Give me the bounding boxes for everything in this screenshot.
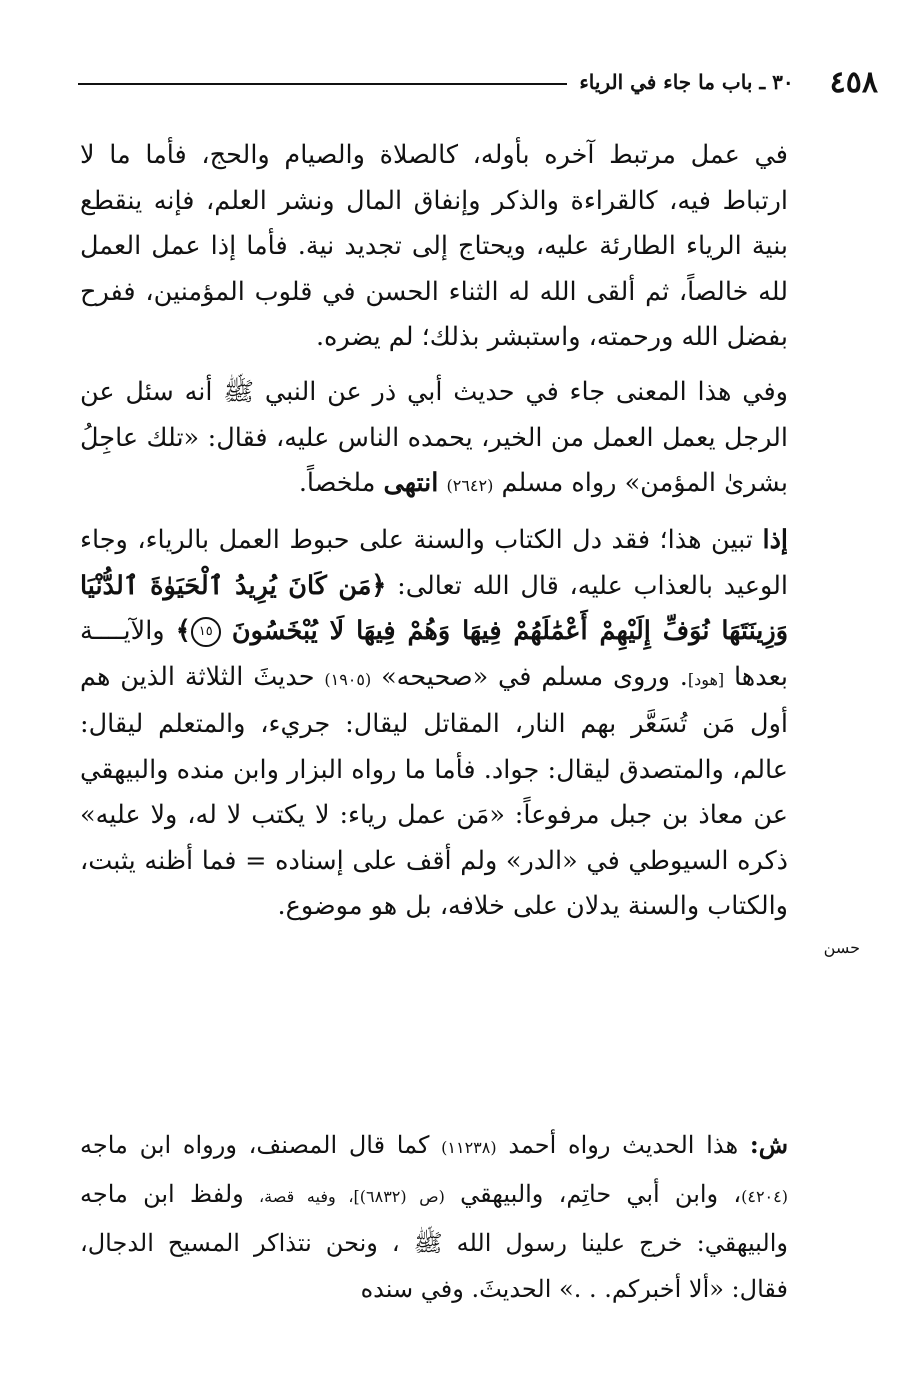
paragraph-3-body-c: . وروى مسلم في «صحيحه» xyxy=(381,661,688,692)
paragraph-2 xyxy=(80,370,788,509)
paragraph-3 xyxy=(80,518,788,930)
page-number: ٤٥٨ xyxy=(829,64,878,100)
header-rule xyxy=(78,83,567,85)
commentary-reference-c: (ص (٦٨٣٢)]، وفيه قصة، xyxy=(258,1187,445,1206)
commentary-section xyxy=(80,1122,788,1312)
paragraph-2-text xyxy=(80,370,788,509)
paragraph-3-lead: إذا xyxy=(762,525,789,555)
paragraph-3-body-a: تبين هذا؛ فقد دل الكتاب والسنة على حبوط العمل بالرياء، وجاء الوعيد بالعذاب عليه، قال الله تعالى: xyxy=(80,525,788,601)
paragraph-2-body: وفي هذا المعنى جاء في حديث أبي ذر عن النبي ﷺ أنه سئل عن الرجل يعمل العمل من الخير، يحمده الناس عليه، فقال: «تلك عاجِلُ بشرىٰ المؤمن» رواه مسلم xyxy=(80,377,788,498)
paragraph-1-text: في عمل مرتبط آخره بأوله، كالصلاة والصيام والحج، فأما ما لا ارتباط فيه، كالقراءة والذكر وإنفاق المال ونشر العلم، فإنه ينقطع بنية الرياء الطارئة عليه، ويحتاج إلى تجديد نية. فأما إذا عمل العمل لله خالصاً، ثم ألقى الله له الثناء الحسن في قلوب المؤمنين، ففرح بفضل الله ورحمته، واستبشر بذلك؛ لم يضره. xyxy=(80,140,788,352)
commentary-body-c: ، وابن أبي حاتِم، والبيهقي xyxy=(460,1180,742,1208)
surah-reference: [هود] xyxy=(687,669,725,689)
paragraph-2-end: ملخصاً. xyxy=(298,468,376,498)
paragraph-3-text xyxy=(80,518,788,930)
margin-grade-note: حسن xyxy=(823,938,860,957)
commentary-body-b: كما قال المصنف، ورواه ابن ماجه xyxy=(80,1131,430,1159)
chapter-title: ٣٠ ـ باب ما جاء في الرياء xyxy=(579,70,794,94)
commentary-body-d: ولفظ ابن ماجه والبيهقي: خرج علينا رسول الله ﷺ ، ونحن نتذاكر المسيح الدجال، فقال: «ألا أخبركم. . .» الحديثَ. وفي سنده xyxy=(80,1180,788,1303)
commentary-reference-a: (١١٢٣٨) xyxy=(441,1138,497,1157)
paragraph-3-body-d: حديثَ الثلاثة الذين هم أول مَن تُسَعَّر بهم النار، المقاتل ليقال: جريء، والمتعلم ليقال: عالم، والمتصدق ليقال: جواد. فأما ما رواه البزار وابن منده والبيهقي عن معاذ بن جبل مرفوعاً: «مَن عمل رياء: لا يكتب لا له، ولا عليه» ذكره السيوطي في «الدر» ولم أقف على إسناده = فما أظنه يثبت، والكتاب والسنة يدلان على خلافه، بل هو موضوع. xyxy=(80,661,788,921)
quran-verse: ﴿مَن كَانَ يُرِيدُ ٱلْحَيَوٰةَ ٱلدُّنْيَا وَزِينَتَهَا نُوَفِّ إِلَيْهِمْ أَعْمَٰلَهُمْ فِيهَا وَهُمْ فِيهَا لَا يُبْخَسُونَ xyxy=(80,570,789,646)
hadith-reference-2: (١٩٠٥) xyxy=(324,669,372,689)
commentary-body-a: هذا الحديث رواه أحمد xyxy=(508,1131,739,1159)
paragraph-1 xyxy=(80,133,788,361)
page-header xyxy=(78,62,878,102)
ayah-number-marker: ١٥ xyxy=(191,617,221,647)
hadith-reference: (٢٦٤٢) xyxy=(446,476,494,495)
commentary-text xyxy=(80,1122,788,1312)
commentary-reference-b: (٤٢٠٤) xyxy=(741,1187,788,1206)
quran-close-bracket: ﴾ xyxy=(175,616,191,646)
commentary-lead: ش: xyxy=(749,1130,788,1159)
paragraph-3-body-b: والآيــــة بعدها xyxy=(80,616,788,692)
end-marker: انتهى xyxy=(383,468,439,498)
